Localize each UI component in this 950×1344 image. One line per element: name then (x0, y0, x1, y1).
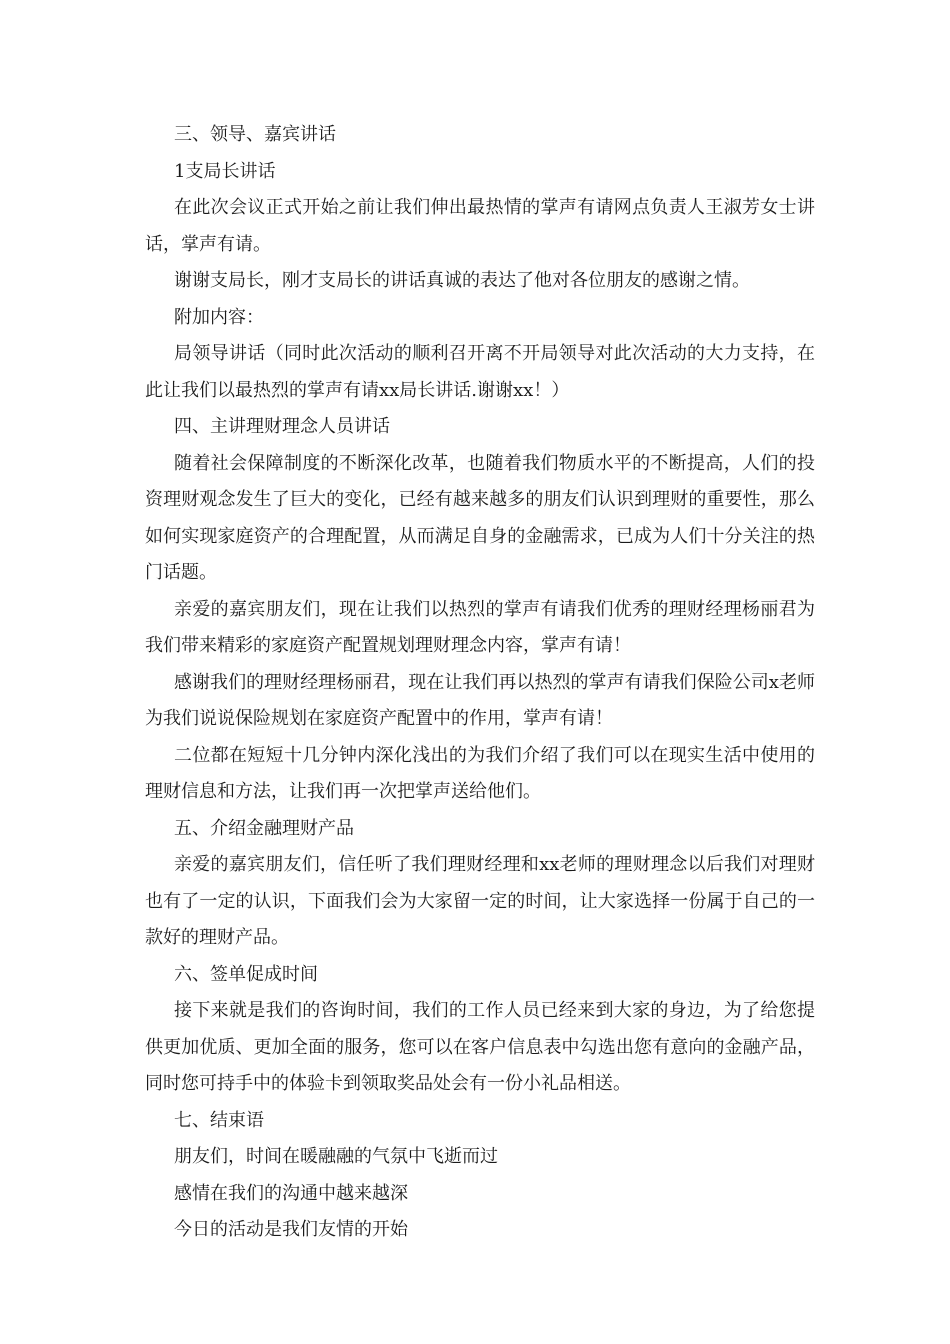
paragraph-closing-line-1: 朋友们，时间在暖融融的气氛中飞逝而过 (174, 1146, 498, 1167)
heading-financial-products: 五、介绍金融理财产品 (174, 817, 354, 839)
heading-leaders-speech: 三、领导、嘉宾讲话 (174, 124, 336, 145)
paragraph-invite-yang-lijun: 亲爱的嘉宾朋友们，现在让我们以热烈的掌声有请我们优秀的理财经理杨丽君为我们带来精彩的家庭资产配置规划理财理念内容，掌声有请！ (145, 598, 815, 656)
heading-financial-concept-speech: 四、主讲理财理念人员讲话 (174, 416, 390, 437)
paragraph-closing-line-3: 今日的活动是我们友情的开始 (174, 1219, 408, 1240)
paragraph-invite-manager: 在此次会议正式开始之前让我们伸出最热情的掌声有请网点负责人王淑芳女士讲话，掌声有请。 (145, 197, 815, 255)
paragraph-invite-insurance-teacher: 感谢我们的理财经理杨丽君，现在让我们再以热烈的掌声有请我们保险公司x老师为我们说说保险规划在家庭资产配置中的作用，掌声有请！ (145, 671, 815, 729)
heading-closing-remarks: 七、结束语 (174, 1109, 264, 1131)
paragraph-social-security: 随着社会保障制度的不断深化改革，也随着我们物质水平的不断提高，人们的投资理财观念发生了巨大的变化，已经有越来越多的朋友们认识到理财的重要性，那么如何实现家庭资产的合理配置，从而满足自身的金融需求，已成为人们十分关注的热门话题。 (145, 452, 815, 583)
paragraph-consultation-time: 接下来就是我们的咨询时间，我们的工作人员已经来到大家的身边，为了给您提供更加优质、更加全面的服务，您可以在客户信息表中勾选出您有意向的金融产品，同时您可持手中的体验卡到领取奖品处会有一份小礼品相送。 (145, 1000, 815, 1094)
paragraph-closing-line-2: 感情在我们的沟通中越来越深 (174, 1182, 408, 1204)
paragraph-choose-product: 亲爱的嘉宾朋友们，信任听了我们理财经理和xx老师的理财理念以后我们对理财也有了一定的认识，下面我们会为大家留一定的时间，让大家选择一份属于自己的一款好的理财产品。 (145, 854, 815, 948)
subheading-branch-chief-speech: 1支局长讲话 (174, 160, 276, 182)
document-body (145, 117, 815, 1249)
paragraph-applause-both: 二位都在短短十几分钟内深化浅出的为我们介绍了我们可以在现实生活中使用的理财信息和方法，让我们再一次把掌声送给他们。 (145, 744, 815, 802)
paragraph-thanks-chief: 谢谢支局长，刚才支局长的讲话真诚的表达了他对各位朋友的感谢之情。 (174, 270, 750, 291)
heading-signing-time: 六、签单促成时间 (174, 963, 318, 985)
paragraph-bureau-leader-speech: 局领导讲话（同时此次活动的顺利召开离不开局领导对此次活动的大力支持，在此让我们以最热烈的掌声有请xx局长讲话.谢谢xx！） (145, 343, 815, 401)
paragraph-additional-content: 附加内容： (174, 306, 264, 328)
